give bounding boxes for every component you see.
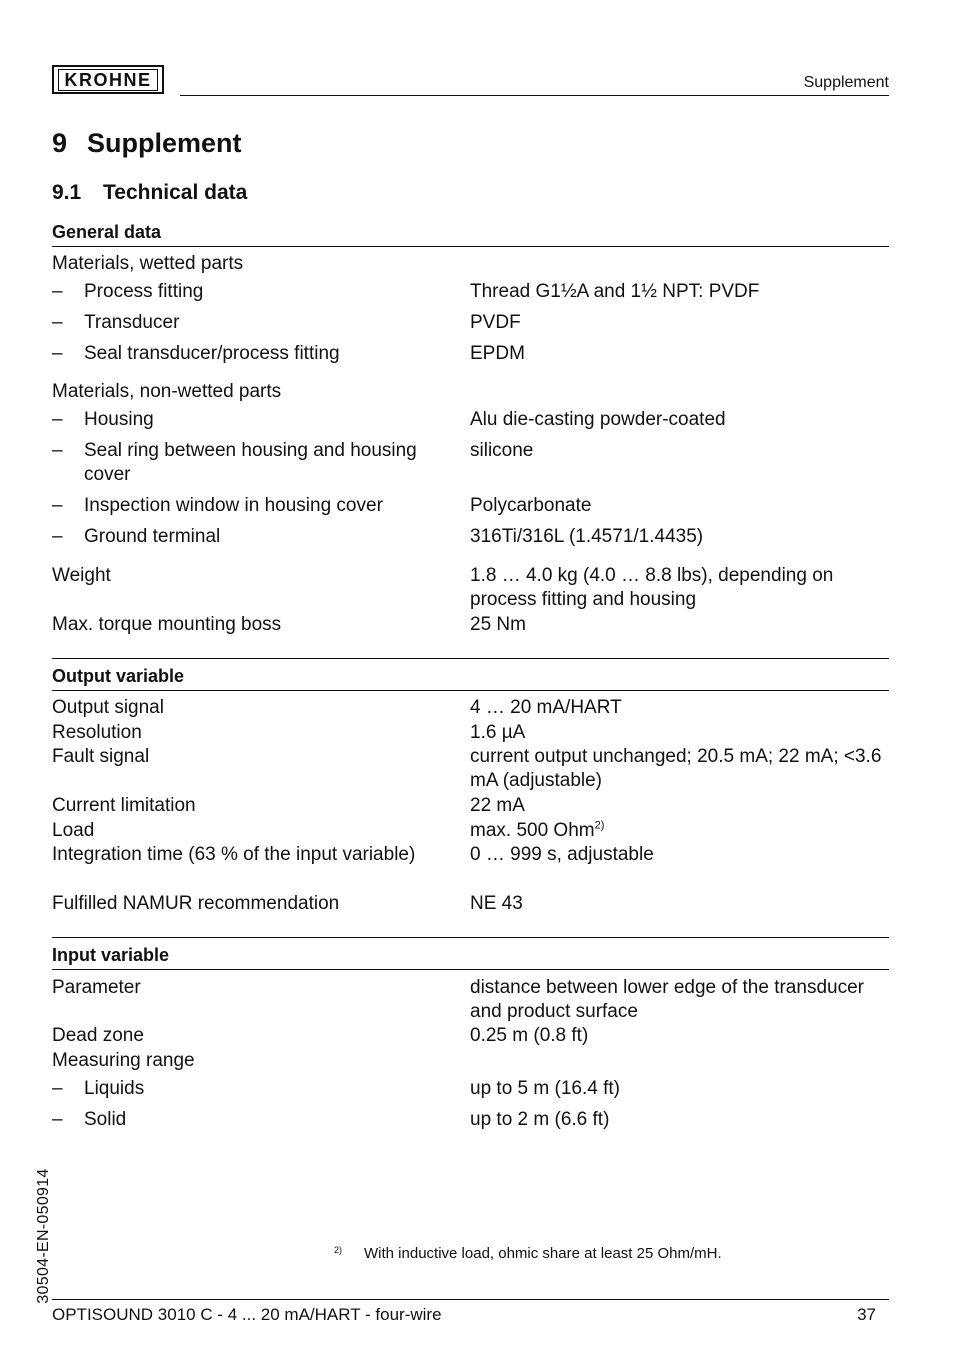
section-title: Technical data — [103, 181, 248, 204]
dash-mark: – — [52, 343, 63, 364]
footnote-mark: 2) — [334, 1245, 343, 1255]
spec-value: EPDM — [470, 343, 525, 364]
spec-label: Seal transducer/process fitting — [84, 343, 340, 364]
footer-rule — [52, 1299, 889, 1300]
logo-text: KROHNE — [58, 69, 157, 91]
dash-mark: – — [52, 1109, 63, 1130]
dash-mark: – — [52, 1078, 63, 1099]
output-top-rule — [52, 658, 889, 659]
header-section-label: Supplement — [803, 74, 889, 91]
section-number: 9.1 — [52, 181, 82, 204]
input-variable-heading: Input variable — [52, 945, 170, 965]
weight-label: Weight — [52, 565, 111, 586]
general-data-heading: General data — [52, 222, 162, 242]
output-heading-rule — [52, 690, 889, 691]
spec-value: 22 mA — [470, 795, 525, 816]
spec-value: PVDF — [470, 312, 521, 333]
spec-value: distance between lower edge of the transducer and product surface — [470, 977, 864, 1022]
spec-label: Output signal — [52, 697, 164, 718]
spec-label: Fault signal — [52, 746, 150, 767]
spec-value: silicone — [470, 440, 534, 461]
dash-mark: – — [52, 312, 63, 333]
spec-label: Inspection window in housing cover — [84, 495, 383, 516]
spec-value: 0 … 999 s, adjustable — [470, 844, 654, 865]
dash-mark: – — [52, 495, 63, 516]
spec-value: up to 5 m (16.4 ft) — [470, 1078, 620, 1099]
spec-label: Seal ring between housing and housing cover — [84, 440, 417, 485]
chapter-number: 9 — [52, 128, 68, 158]
chapter-title: Supplement — [87, 128, 242, 158]
spec-label: Housing — [84, 409, 154, 430]
general-data-rule — [52, 246, 889, 247]
torque-value: 25 Nm — [470, 614, 526, 635]
spec-label: Resolution — [52, 722, 142, 743]
spec-value: Thread G1½A and 1½ NPT: PVDF — [470, 281, 760, 302]
spec-label: Integration time (63 % of the input variable) — [52, 844, 416, 865]
spec-label: Load — [52, 820, 95, 841]
wetted-parts-title: Materials, wetted parts — [52, 253, 244, 274]
spec-value: 0.25 m (0.8 ft) — [470, 1025, 589, 1046]
load-value: max. 500 Ohm — [470, 820, 595, 841]
section-heading — [52, 181, 247, 205]
footnote-text: With inductive load, ohmic share at least 25 Ohm/mH. — [364, 1245, 722, 1262]
spec-value: 1.6 µA — [470, 722, 526, 743]
dash-mark: – — [52, 409, 63, 430]
dash-mark: – — [52, 281, 63, 302]
dash-mark: – — [52, 440, 63, 461]
krohne-logo — [52, 65, 164, 94]
spec-label: Process fitting — [84, 281, 204, 302]
spec-label: Liquids — [84, 1078, 145, 1099]
spec-value: Polycarbonate — [470, 495, 592, 516]
spec-value: NE 43 — [470, 893, 523, 914]
document-number: 30504-EN-050914 — [35, 1168, 52, 1304]
input-heading-rule — [52, 969, 889, 970]
nonwetted-parts-title: Materials, non-wetted parts — [52, 381, 282, 402]
spec-label: Dead zone — [52, 1025, 144, 1046]
weight-value: 1.8 … 4.0 kg (4.0 … 8.8 lbs), depending on process fitting and housing — [470, 565, 834, 610]
spec-value: 4 … 20 mA/HART — [470, 697, 622, 718]
dash-mark: – — [52, 526, 63, 547]
torque-label: Max. torque mounting boss — [52, 614, 282, 635]
spec-label: Fulfilled NAMUR recommendation — [52, 893, 340, 914]
spec-value: Alu die-casting powder-coated — [470, 409, 726, 430]
spec-value: current output unchanged; 20.5 mA; 22 mA; <3.6 mA (adjustable) — [470, 746, 882, 791]
footnote-reference: 2) — [594, 819, 605, 832]
input-top-rule — [52, 937, 889, 938]
spec-label: Measuring range — [52, 1050, 195, 1071]
footnote — [334, 1245, 722, 1262]
spec-label: Current limitation — [52, 795, 196, 816]
footer-product-title: OPTISOUND 3010 C - 4 ... 20 mA/HART - four-wire — [52, 1305, 442, 1324]
page-number: 37 — [857, 1305, 876, 1324]
output-variable-heading: Output variable — [52, 666, 185, 686]
spec-label: Parameter — [52, 977, 141, 998]
chapter-heading — [52, 128, 242, 159]
spec-value — [470, 819, 892, 843]
spec-label: Solid — [84, 1109, 127, 1130]
spec-label: Ground terminal — [84, 526, 221, 547]
spec-value: 316Ti/316L (1.4571/1.4435) — [470, 526, 704, 547]
spec-value: up to 2 m (6.6 ft) — [470, 1109, 610, 1130]
spec-label: Transducer — [84, 312, 180, 333]
header-rule — [180, 95, 889, 96]
